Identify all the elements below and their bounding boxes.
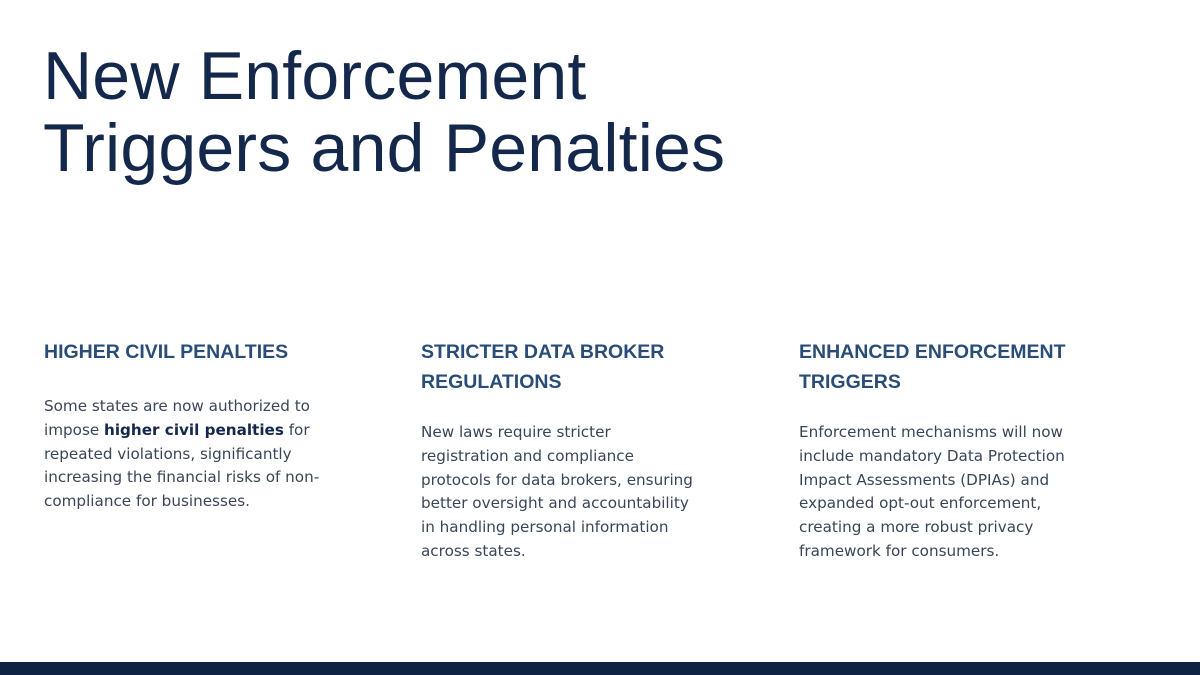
column-body	[44, 395, 324, 514]
column-body-emphasis: higher civil penalties	[104, 420, 284, 439]
column-heading: ENHANCED ENFORCEMENT TRIGGERS	[799, 341, 1066, 393]
column-body: New laws require stricter registration and compliance protocols for data brokers, ensuring better oversight and accountability in handling personal information across states.	[421, 423, 693, 560]
column-body-text: Some states are now authorized to impose	[44, 397, 310, 439]
footer-bar	[0, 662, 1200, 675]
column-stricter-data-broker-regulations	[421, 337, 721, 564]
column-enhanced-enforcement-triggers	[799, 337, 1099, 564]
column-body: Enforcement mechanisms will now include mandatory Data Protection Impact Assessments (DPIAs) and expanded opt-out enforcement, creating a more robust privacy framework for consumers.	[799, 423, 1065, 560]
slide-title-line-1: New Enforcement	[43, 38, 587, 114]
slide-title-line-2: Triggers and Penalties	[43, 110, 726, 186]
column-higher-civil-penalties	[44, 337, 344, 514]
slide-title	[43, 40, 1043, 184]
column-body-text: for repeated violations, significantly increasing the financial risks of non-compliance for businesses.	[44, 420, 320, 511]
column-heading: HIGHER CIVIL PENALTIES	[44, 341, 289, 363]
column-heading: STRICTER DATA BROKER REGULATIONS	[421, 341, 665, 393]
